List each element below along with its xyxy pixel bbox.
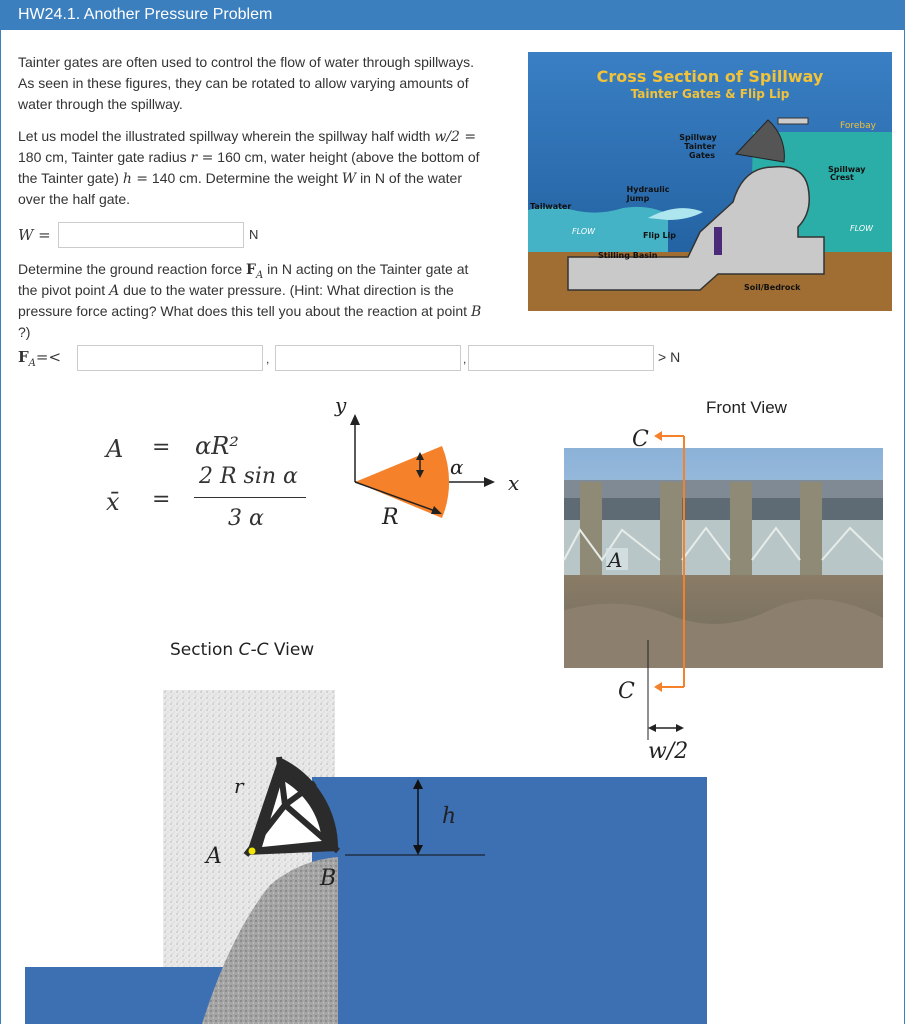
reaction-line-2: the pivot point A due to the water pressure. (Hint: What direction is the xyxy=(18,282,454,299)
formula-A-symbol: A xyxy=(106,435,124,463)
label-gates-3: Gates xyxy=(689,151,715,160)
label-gates-1: Spillway xyxy=(679,133,717,142)
label-flip-lip: Flip Lip xyxy=(643,231,677,240)
section-view-title: Section C-C View xyxy=(170,640,315,660)
formula-eq-1: = xyxy=(152,435,171,460)
label-crest-2: Crest xyxy=(830,173,854,182)
intro-line-3: water through the spillway. xyxy=(18,96,183,112)
weight-unit: N xyxy=(249,227,259,242)
label-flow-right: FLOW xyxy=(850,224,874,233)
force-z-input[interactable] xyxy=(468,345,654,371)
intro-line-1: Tainter gates are often used to control the flow of water through spillways. xyxy=(18,54,475,70)
problem-line-2: 180 cm, Tainter gate radius r = 160 cm, water height (above the bottom of xyxy=(18,149,480,166)
label-flow-left: FLOW xyxy=(572,227,596,236)
label-stilling-basin: Stilling Basin xyxy=(598,251,658,260)
formula-fraction-bar xyxy=(194,497,306,498)
section-A-label: A xyxy=(206,844,222,869)
label-tailwater: Tailwater xyxy=(530,202,572,211)
force-y-input[interactable] xyxy=(275,345,461,371)
weight-input[interactable] xyxy=(58,222,244,248)
intro-line-2: As seen in these figures, they can be rotated to allow varying amounts of xyxy=(18,75,469,91)
label-gates-2: Tainter xyxy=(684,142,716,151)
weight-label: W = xyxy=(18,226,51,244)
axis-y-label: y xyxy=(335,393,347,417)
force-separator-1: , xyxy=(266,352,270,366)
force-label: $F_A=<$ xyxy=(18,348,62,369)
reaction-line-4: ?) xyxy=(18,324,31,340)
reaction-line-1: Determine the ground reaction force $F_A$ in N acting on the Tainter gate at xyxy=(18,261,469,281)
problem-line-1: Let us model the illustrated spillway wherein the spillway half width w/2 = xyxy=(18,128,477,145)
front-view-title: Front View xyxy=(706,398,787,417)
section-r-label: r xyxy=(234,774,244,798)
axis-x-label: x xyxy=(508,471,520,495)
angle-alpha-label: α xyxy=(450,455,464,479)
sector-diagram xyxy=(330,390,530,535)
force-separator-2: , xyxy=(463,352,467,366)
label-jump-2: Jump xyxy=(626,194,650,203)
section-B-label: B xyxy=(320,866,337,891)
front-C-top: C xyxy=(632,427,649,452)
section-h-label: h xyxy=(442,804,457,829)
spillway-cross-section-figure xyxy=(528,52,892,311)
problem-line-4: over the half gate. xyxy=(18,191,131,207)
label-crest-1: Spillway xyxy=(828,165,866,174)
section-view-figure xyxy=(20,685,720,1024)
pivot-point-A xyxy=(249,848,256,855)
formula-xbar-symbol: x̄ xyxy=(106,488,120,516)
label-soil: Soil/Bedrock xyxy=(744,283,801,292)
force-x-input[interactable] xyxy=(77,345,263,371)
upstream-water xyxy=(312,777,707,1024)
label-forebay: Forebay xyxy=(840,121,876,131)
formula-numerator: 2 R sin α xyxy=(199,464,298,489)
radius-R-label: R xyxy=(382,505,399,530)
front-half-width: w/2 xyxy=(648,739,689,764)
force-close: > N xyxy=(658,349,681,365)
cross-section-title: Cross Section of Spillway xyxy=(596,67,824,86)
label-jump-1: Hydraulic xyxy=(626,185,670,194)
formula-eq-2: = xyxy=(152,487,171,512)
downstream-water xyxy=(25,967,225,1024)
problem-line-3: the Tainter gate) h = 140 cm. Determine the weight W in N of the water xyxy=(18,170,462,187)
reaction-line-3: pressure force acting? What does this tell you about the reaction at point B xyxy=(18,303,482,320)
formula-area-value: αR² xyxy=(195,432,239,460)
problem-title: HW24.1. Another Pressure Problem xyxy=(0,0,905,30)
front-C-bottom: C xyxy=(618,679,635,704)
formula-denominator: 3 α xyxy=(228,506,264,531)
front-A-label: A xyxy=(608,548,623,572)
cross-section-subtitle: Tainter Gates & Flip Lip xyxy=(630,87,790,101)
